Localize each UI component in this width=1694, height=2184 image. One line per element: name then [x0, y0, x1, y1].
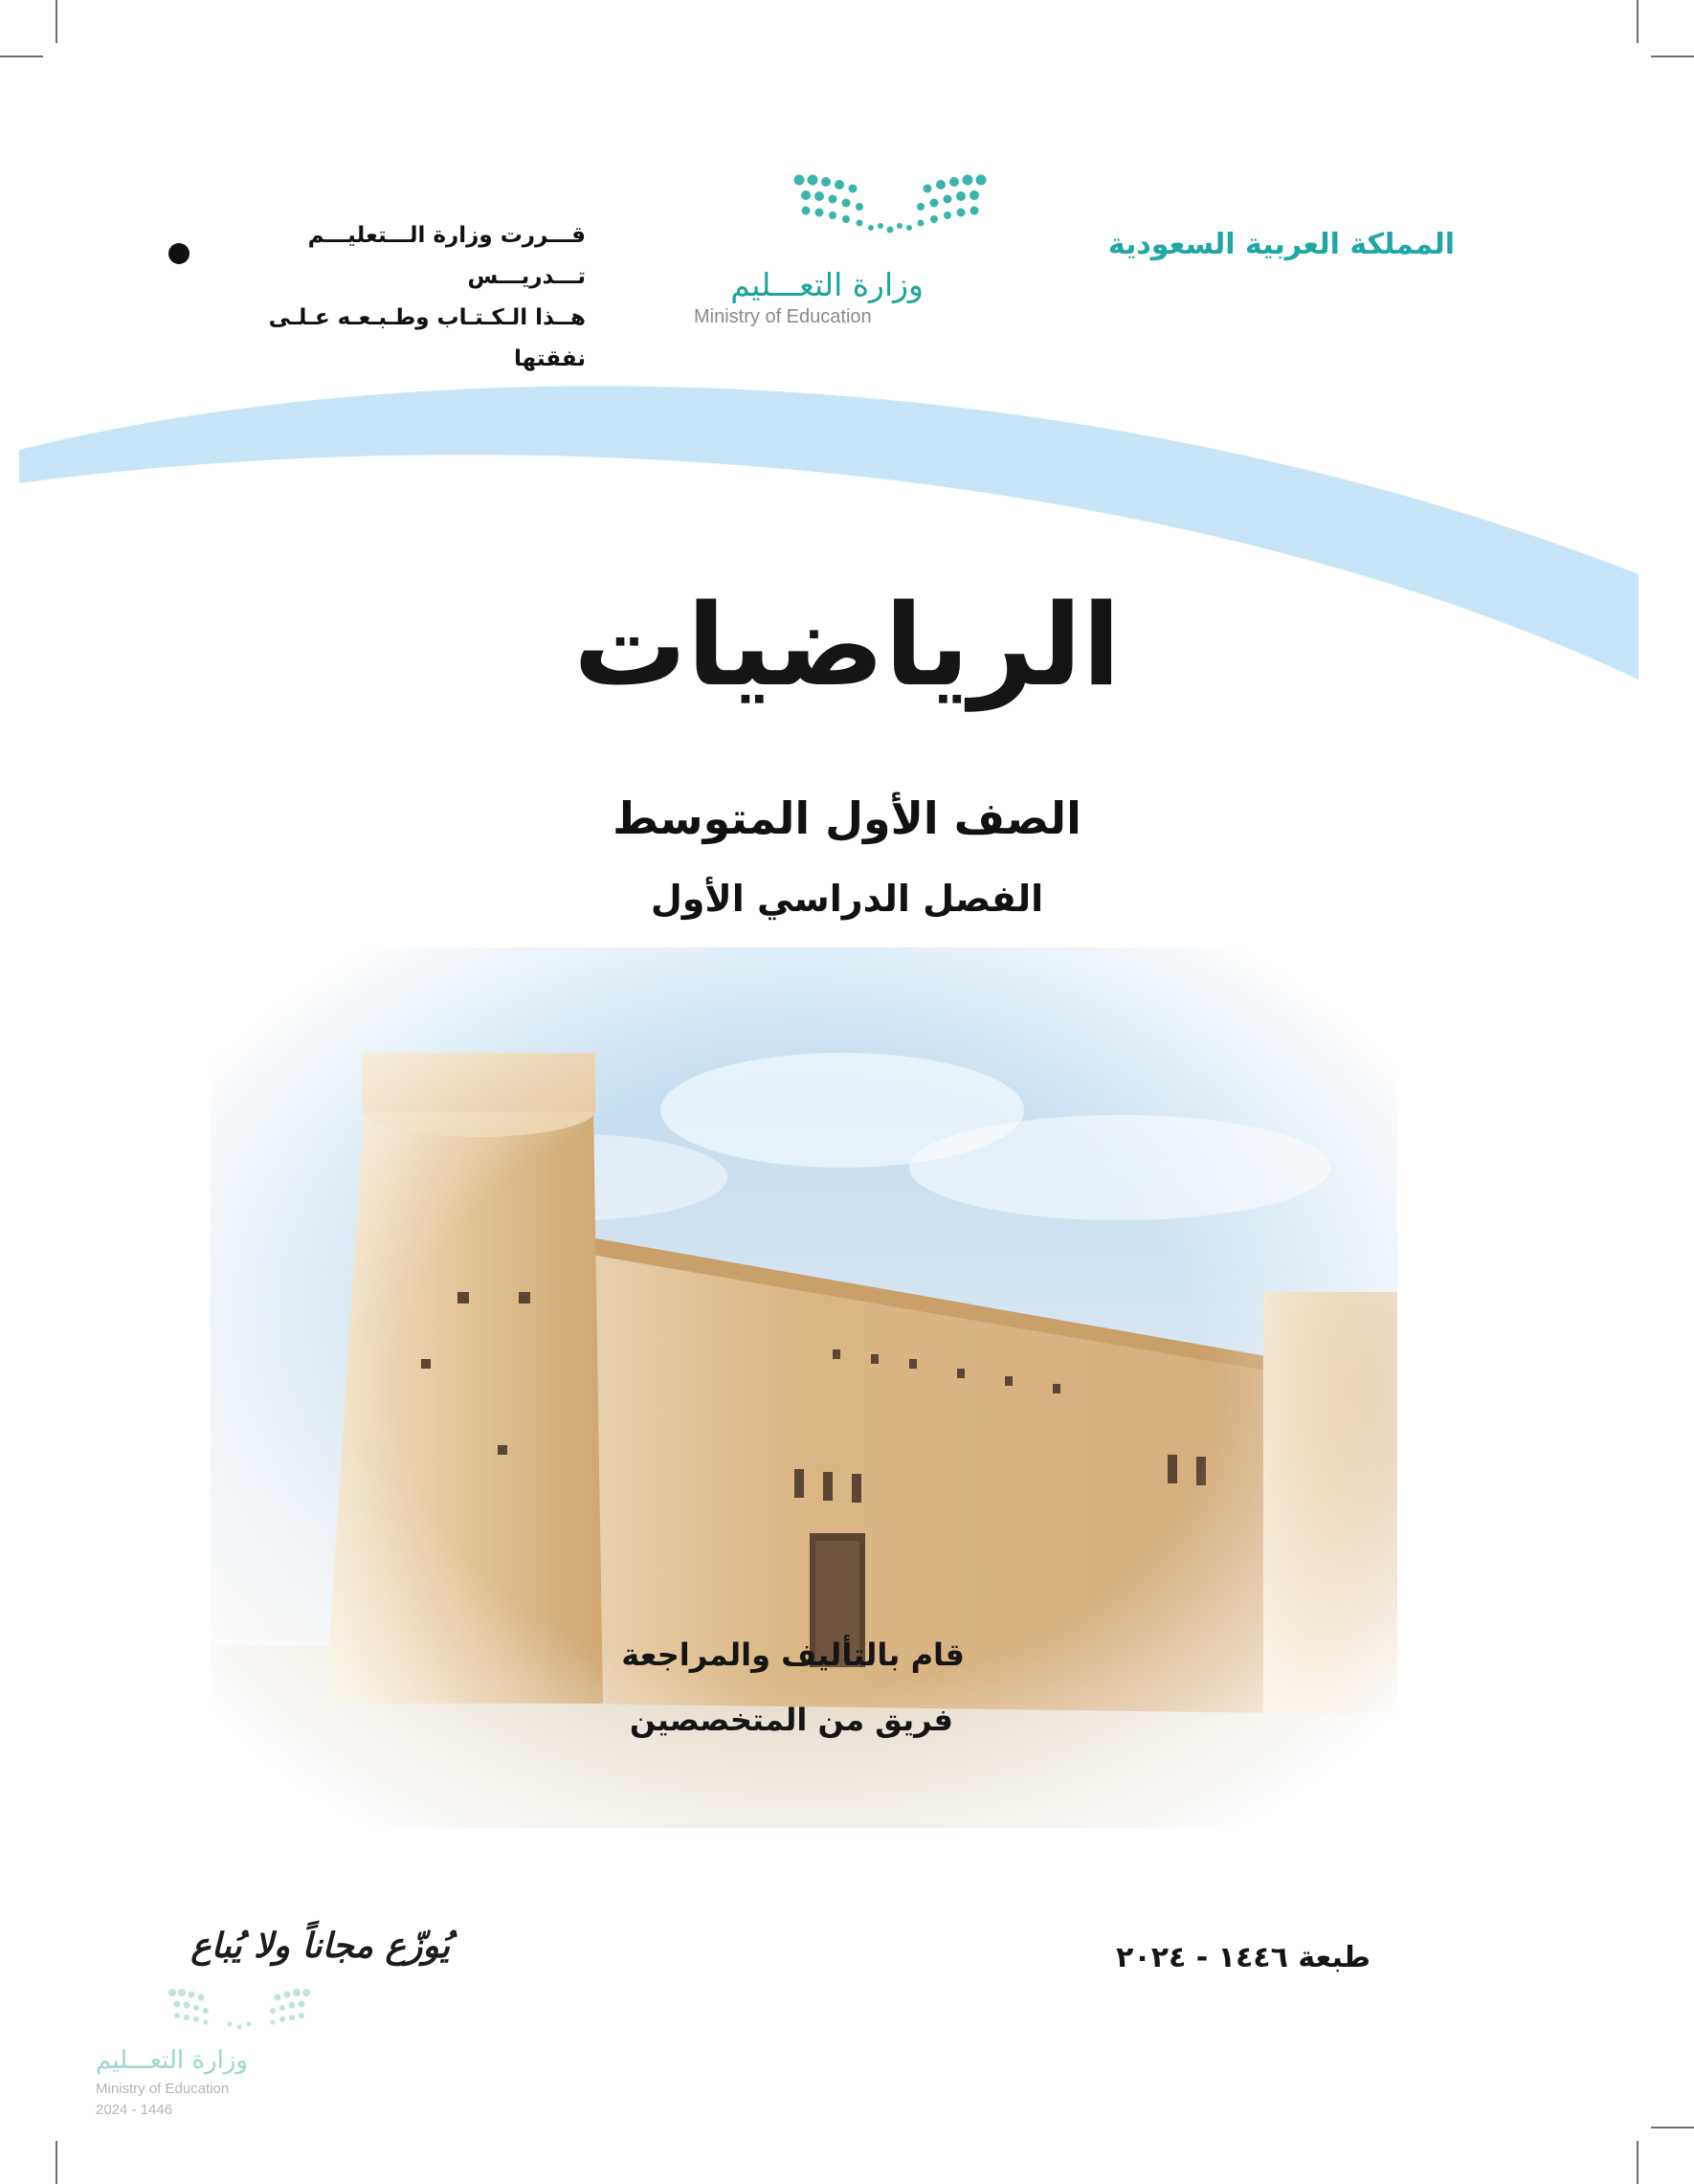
printing-notice — [191, 215, 586, 380]
kingdom-name: المملكة العربية السعودية — [1107, 228, 1455, 261]
book-title: الرياضيات — [573, 579, 1121, 711]
notice-line: قـــررت وزارة الـــتعليـــم تـــدريـــس — [307, 223, 586, 289]
bullet-icon — [168, 243, 189, 264]
watermark-arabic: وزارة التعـــليم — [96, 2046, 248, 2075]
ministry-name-english: Ministry of Education — [694, 306, 872, 327]
authors-credit-line: قام بالتأليف والمراجعة — [621, 1637, 965, 1673]
ministry-logo — [694, 170, 1005, 333]
free-distribution-note: يُوزّع مجاناً ولا يُباع — [190, 1926, 450, 1966]
ministry-name-arabic: وزارة التعـــليم — [730, 266, 924, 303]
grade-subtitle: الصف الأول المتوسط — [613, 792, 1081, 844]
authors-credit-line: فريق من المتخصصين — [629, 1702, 953, 1738]
crop-mark — [1637, 2141, 1638, 2184]
ministry-dots-icon — [694, 170, 1005, 266]
watermark-year: 2024 - 1446 — [96, 2102, 173, 2118]
masmak-fort-image — [211, 947, 1397, 1828]
term-subtitle: الفصل الدراسي الأول — [650, 878, 1044, 920]
crop-mark — [1651, 2127, 1694, 2128]
edition-year: طبعة ١٤٤٦ - ٢٠٢٤ — [1116, 1941, 1371, 1974]
watermark-dots-icon — [96, 1981, 325, 2039]
notice-line: هــذا الـكـتـاب وطـبـعـه عـلـى نفقتها — [268, 305, 586, 371]
crop-mark — [56, 2141, 57, 2184]
watermark-english: Ministry of Education — [96, 2081, 230, 2097]
ministry-watermark — [96, 1981, 325, 2125]
